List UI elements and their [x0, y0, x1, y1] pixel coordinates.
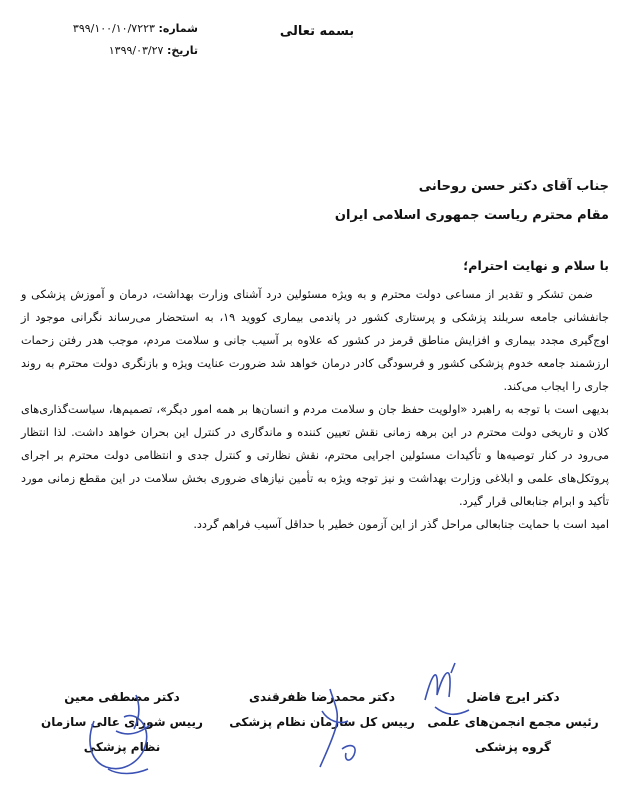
- signature-block-fazel: [413, 685, 613, 760]
- letter-meta: [28, 18, 198, 62]
- body-paragraph: ضمن تشکر و تقدیر از مساعی دولت محترم و به ویژه مسئولین درد آشنای وزارت بهداشت، درمان و آموزش پزشکی و جانفشانی جامعه سربلند پزشکی و پرستاری کشور در پاندمی بیماری کووید ۱۹، به استحضار می‌رساند نگرانی موجود از اوج‌گیری مجدد بیماری و افزایش مناطق قرمز در کشور که علاوه بر آسیب جانی و سلامت مردم، موجب هدر رفتن زحمات ارزشمند جامعه خدوم پزشکی کشور و فرسودگی کادر درمان خواهد شد ضرورت عنایت ویژه و بازنگری دولت محترم به روند جاری را ایجاب می‌کند.: [21, 288, 609, 393]
- signatory-role: رییس شورای عالی سازمان: [41, 715, 203, 729]
- signatory-role-cont: نظام پزشکی: [83, 740, 161, 754]
- body-paragraph: امید است با حمایت جنابعالی مراحل گذر از این آزمون خطیر با حداقل آسیب فراهم گردد.: [193, 518, 609, 531]
- greeting: با سلام و نهایت احترام؛: [463, 258, 609, 273]
- date-label: تاریخ:: [166, 44, 198, 57]
- signatory-role-cont: گروه پزشکی: [474, 740, 552, 754]
- signatory-name: دکتر ایرج فاضل: [466, 690, 560, 704]
- letter-body: [21, 283, 609, 536]
- recipient-name: جناب آقای دکتر حسن روحانی: [418, 179, 609, 194]
- signatory-role: رییس کل سازمان نظام پزشکی: [229, 715, 415, 729]
- number-value: ۳۹۹/۱۰۰/۱۰/۷۲۲۳: [72, 22, 155, 35]
- basmala-heading: بسمه تعالی: [279, 24, 355, 39]
- signatory-role: رئیس مجمع انجمن‌های علمی: [427, 715, 599, 729]
- signature-block-moein: [22, 685, 222, 760]
- letter-number: [28, 18, 198, 40]
- signature-block-zafarghandi: [222, 685, 422, 735]
- signatory-name: دکتر محمدرضا ظفرقندی: [248, 690, 395, 704]
- date-value: ۱۳۹۹/۰۳/۲۷: [108, 44, 164, 57]
- recipient-title: مقام محترم ریاست جمهوری اسلامی ایران: [334, 208, 609, 223]
- body-paragraph: بدیهی است با توجه به راهبرد «اولویت حفظ جان و سلامت مردم و انسان‌ها بر همه امور دیگر»، تصمیم‌ها، سیاست‌گذاری‌های کلان و تاریخی دولت محترم در این برهه زمانی نقش تعیین کننده و ماندگاری در کنترل این بحران خواهد داشت. لذا انتظار می‌رود در کنار توصیه‌ها و تأکیدات مسئولین اجرایی محترم، نقش نظارتی و کنترل جدی و انتظامی دولت محترم بر اجرای پروتکل‌های علمی و ابلاغی وزارت بهداشت و نیز توجه ویژه به تأمین نیازهای ضروری بخش سلامت در این مقطع زمانی مورد تأکید و ابرام جنابعالی قرار گیرد.: [21, 403, 609, 508]
- number-label: شماره:: [158, 22, 198, 35]
- signatory-name: دکتر مصطفی معین: [64, 690, 180, 704]
- letter-date: [28, 40, 198, 62]
- recipient-block: [29, 172, 609, 230]
